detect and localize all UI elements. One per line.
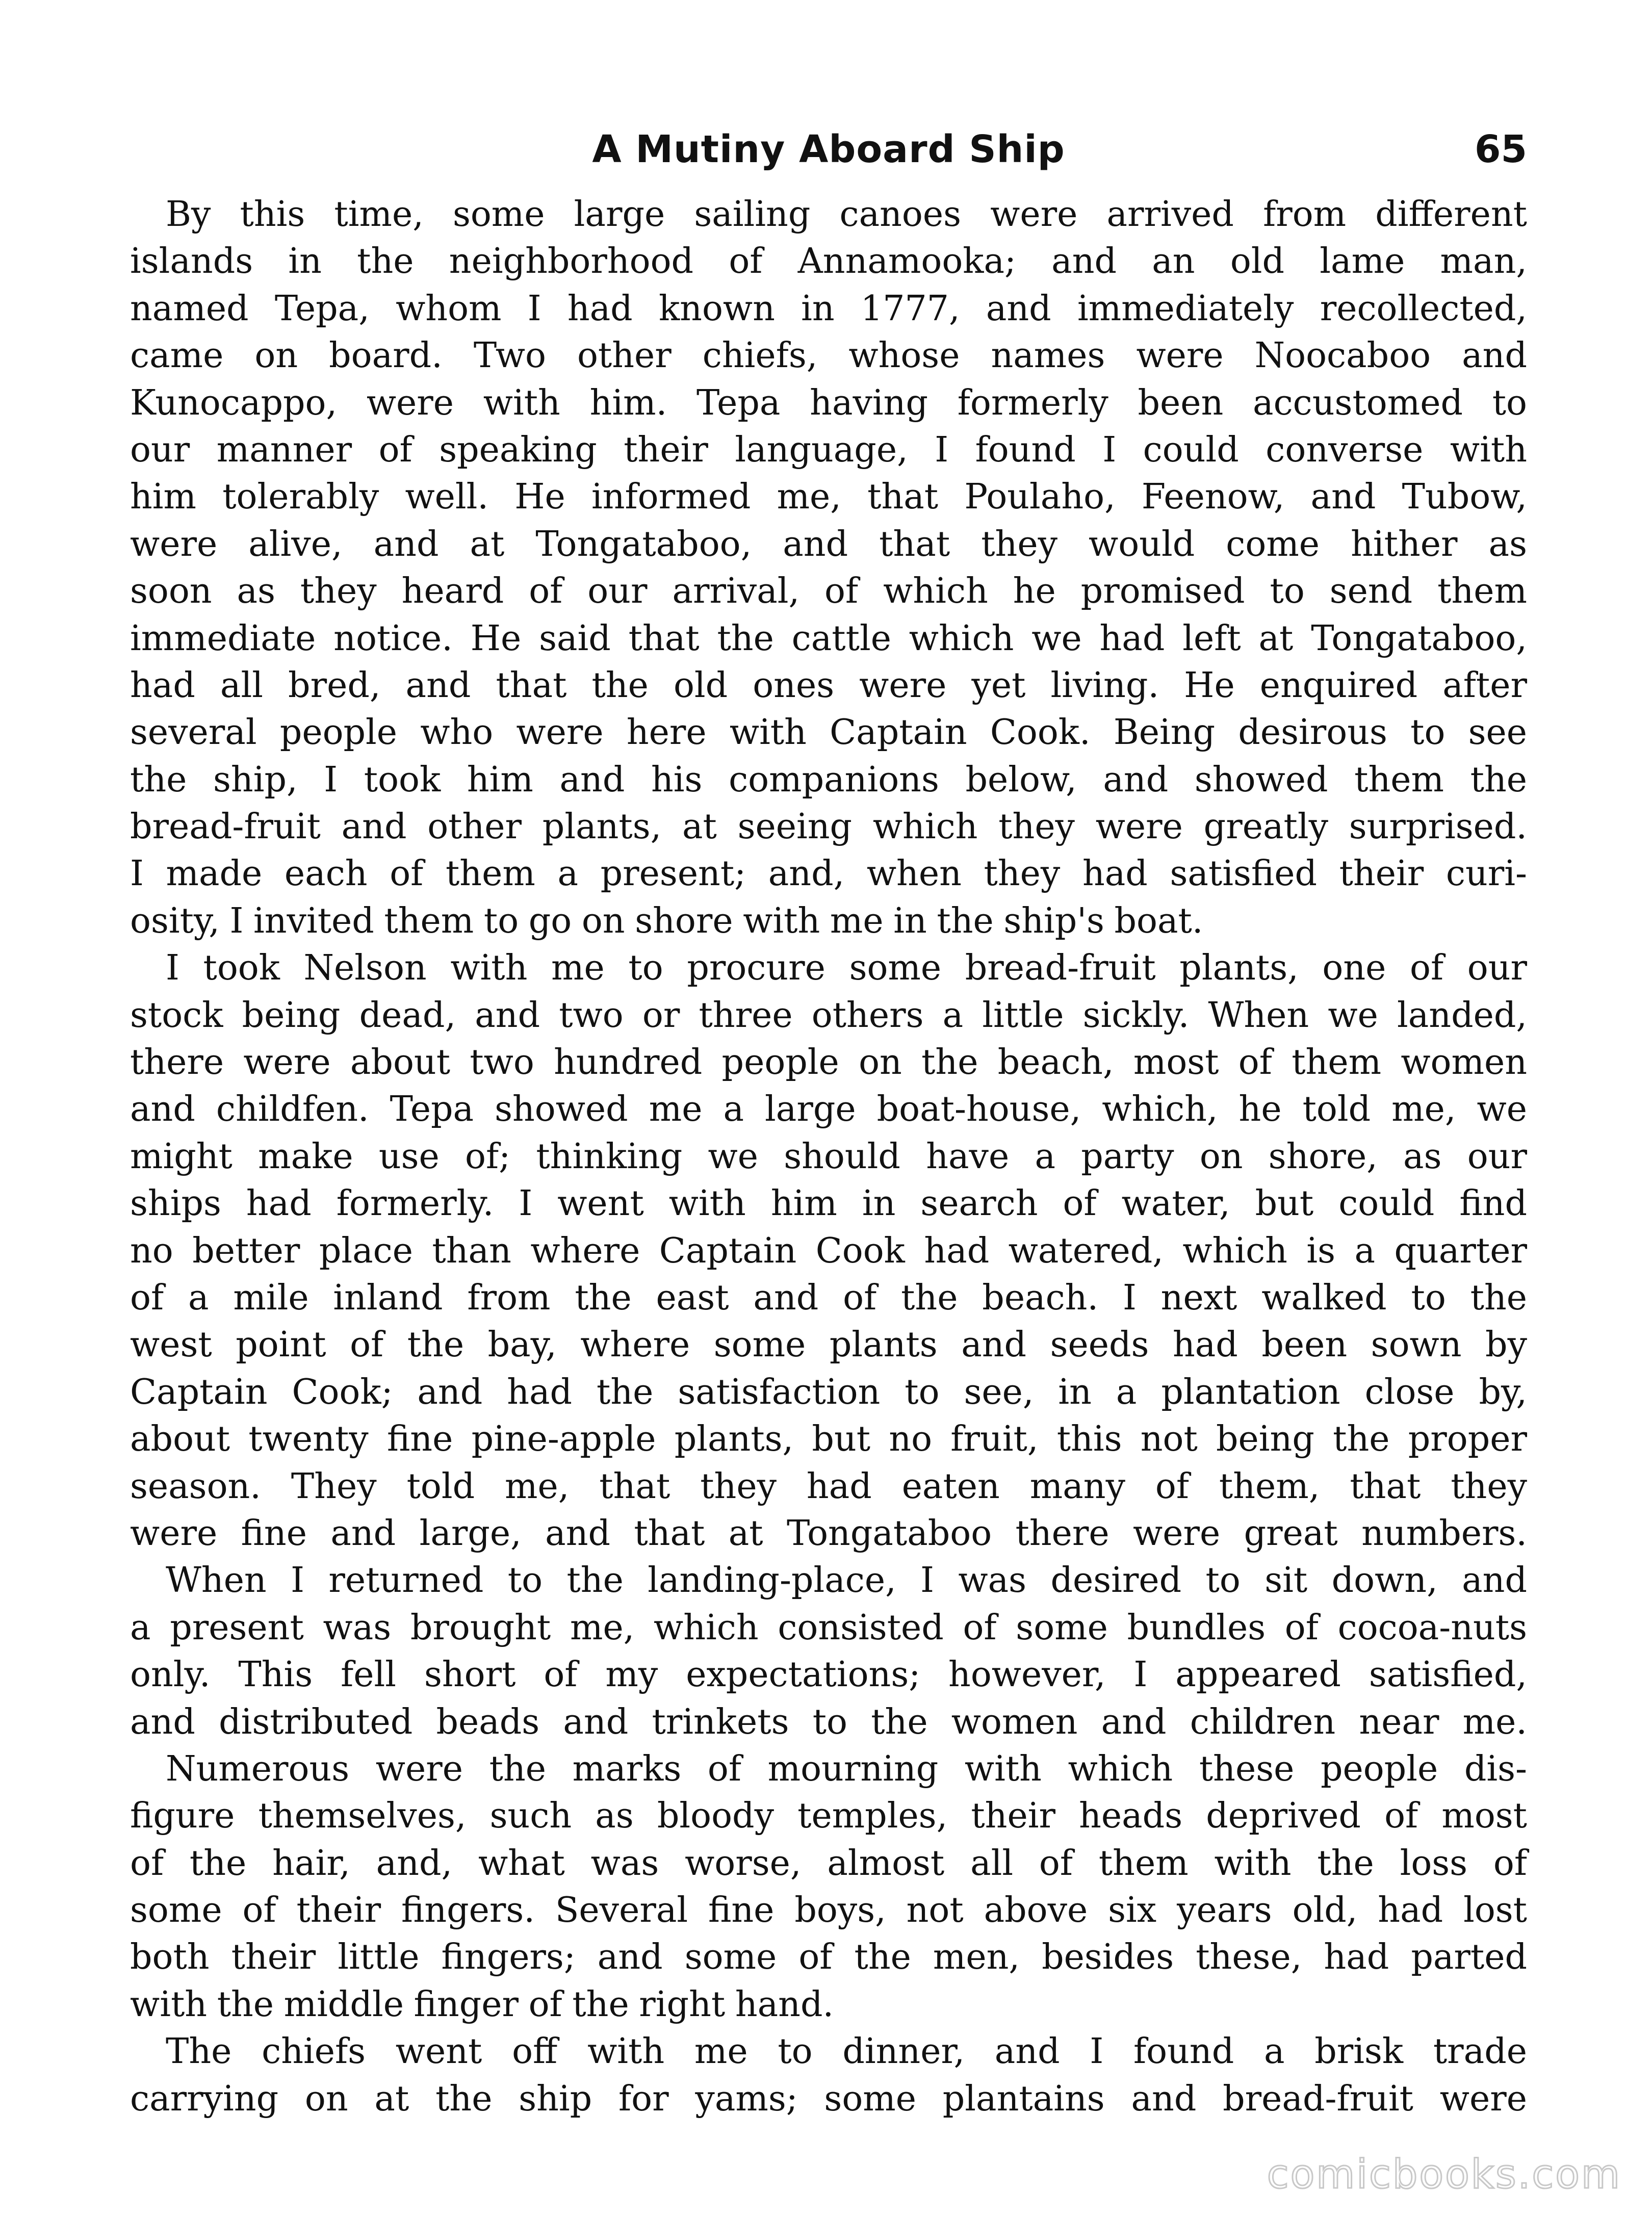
text-line: our manner of speaking their language, I found I could converse with xyxy=(130,429,1527,470)
text-line: and distributed beads and trinkets to the women and children near me. xyxy=(130,1701,1527,1742)
paragraph xyxy=(130,945,1527,1557)
text-line: immediate notice. He said that the cattle which we had left at Tongataboo, xyxy=(130,618,1527,659)
text-line: Kunocappo, were with him. Tepa having formerly been accustomed to xyxy=(130,382,1527,423)
text-line: The chiefs went off with me to dinner, and I found a brisk trade xyxy=(166,2031,1527,2072)
text-line: When I returned to the landing-place, I was desired to sit down, and xyxy=(166,1560,1527,1601)
text-line: Captain Cook; and had the satisfaction to see, in a plantation close by, xyxy=(130,1372,1527,1412)
text-line: named Tepa, whom I had known in 1777, and immediately recollected, xyxy=(130,288,1527,329)
text-line: By this time, some large sailing canoes were arrived from different xyxy=(166,194,1527,235)
body-text xyxy=(130,191,1527,2123)
text-line: carrying on at the ship for yams; some plantains and bread-fruit were xyxy=(130,2078,1527,2119)
text-line: west point of the bay, where some plants and seeds had been sown by xyxy=(130,1325,1527,1365)
text-line: him tolerably well. He informed me, that Poulaho, Feenow, and Tubow, xyxy=(130,477,1527,518)
text-line: soon as they heard of our arrival, of which he promised to send them xyxy=(130,571,1527,612)
text-line: might make use of; thinking we should have a party on shore, as our xyxy=(130,1136,1527,1177)
paragraph xyxy=(130,2028,1527,2123)
text-line: of a mile inland from the east and of the beach. I next walked to the xyxy=(130,1277,1527,1318)
text-line: some of their fingers. Several fine boys, not above six years old, had lost xyxy=(130,1890,1527,1931)
text-line: season. They told me, that they had eaten many of them, that they xyxy=(130,1466,1527,1507)
watermark-logo: comicbooks.com xyxy=(1267,2152,1621,2198)
text-line: had all bred, and that the old ones were yet living. He enquired after xyxy=(130,665,1527,706)
text-line: bread-fruit and other plants, at seeing which they were greatly surprised. xyxy=(130,807,1527,847)
text-line: a present was brought me, which consisted of some bundles of cocoa-nuts xyxy=(130,1607,1527,1648)
text-line: only. This fell short of my expectations; however, I appeared satisfied, xyxy=(130,1655,1527,1695)
text-line: came on board. Two other chiefs, whose names were Noocaboo and xyxy=(130,336,1527,376)
text-line: figure themselves, such as bloody temples, their heads deprived of most xyxy=(130,1796,1527,1837)
text-line: both their little fingers; and some of the men, besides these, had parted xyxy=(130,1937,1527,1978)
text-line: Numerous were the marks of mourning with which these people dis- xyxy=(166,1748,1527,1789)
text-line: I made each of them a present; and, when they had satisfied their curi- xyxy=(130,854,1527,894)
text-line: I took Nelson with me to procure some bread-fruit plants, one of our xyxy=(166,948,1527,989)
text-line: the ship, I took him and his companions below, and showed them the xyxy=(130,759,1527,800)
paragraph xyxy=(130,1557,1527,1746)
text-line: several people who were here with Captain Cook. Being desirous to see xyxy=(130,712,1527,753)
paragraph xyxy=(130,191,1527,945)
text-line: were fine and large, and that at Tongataboo there were great numbers. xyxy=(130,1513,1527,1554)
text-line: of the hair, and, what was worse, almost all of them with the loss of xyxy=(130,1843,1527,1884)
text-line: were alive, and at Tongataboo, and that they would come hither as xyxy=(130,524,1527,564)
text-line: with the middle finger of the right hand. xyxy=(130,1984,834,2025)
running-head xyxy=(130,121,1527,177)
text-line: islands in the neighborhood of Annamooka; and an old lame man, xyxy=(130,241,1527,282)
text-line: osity, I invited them to go on shore with me in the ship's boat. xyxy=(130,900,1203,941)
text-line: stock being dead, and two or three others a little sickly. When we landed, xyxy=(130,995,1527,1036)
text-line: there were about two hundred people on the beach, most of them women xyxy=(130,1042,1527,1083)
text-line: ships had formerly. I went with him in search of water, but could find xyxy=(130,1183,1527,1224)
running-title: A Mutiny Aboard Ship xyxy=(592,127,1065,171)
page-number: 65 xyxy=(1475,127,1527,171)
text-line: no better place than where Captain Cook had watered, which is a quarter xyxy=(130,1230,1527,1271)
text-line: about twenty fine pine-apple plants, but no fruit, this not being the proper xyxy=(130,1419,1527,1460)
text-line: and childfen. Tepa showed me a large boat-house, which, he told me, we xyxy=(130,1089,1527,1130)
paragraph xyxy=(130,1746,1527,2028)
